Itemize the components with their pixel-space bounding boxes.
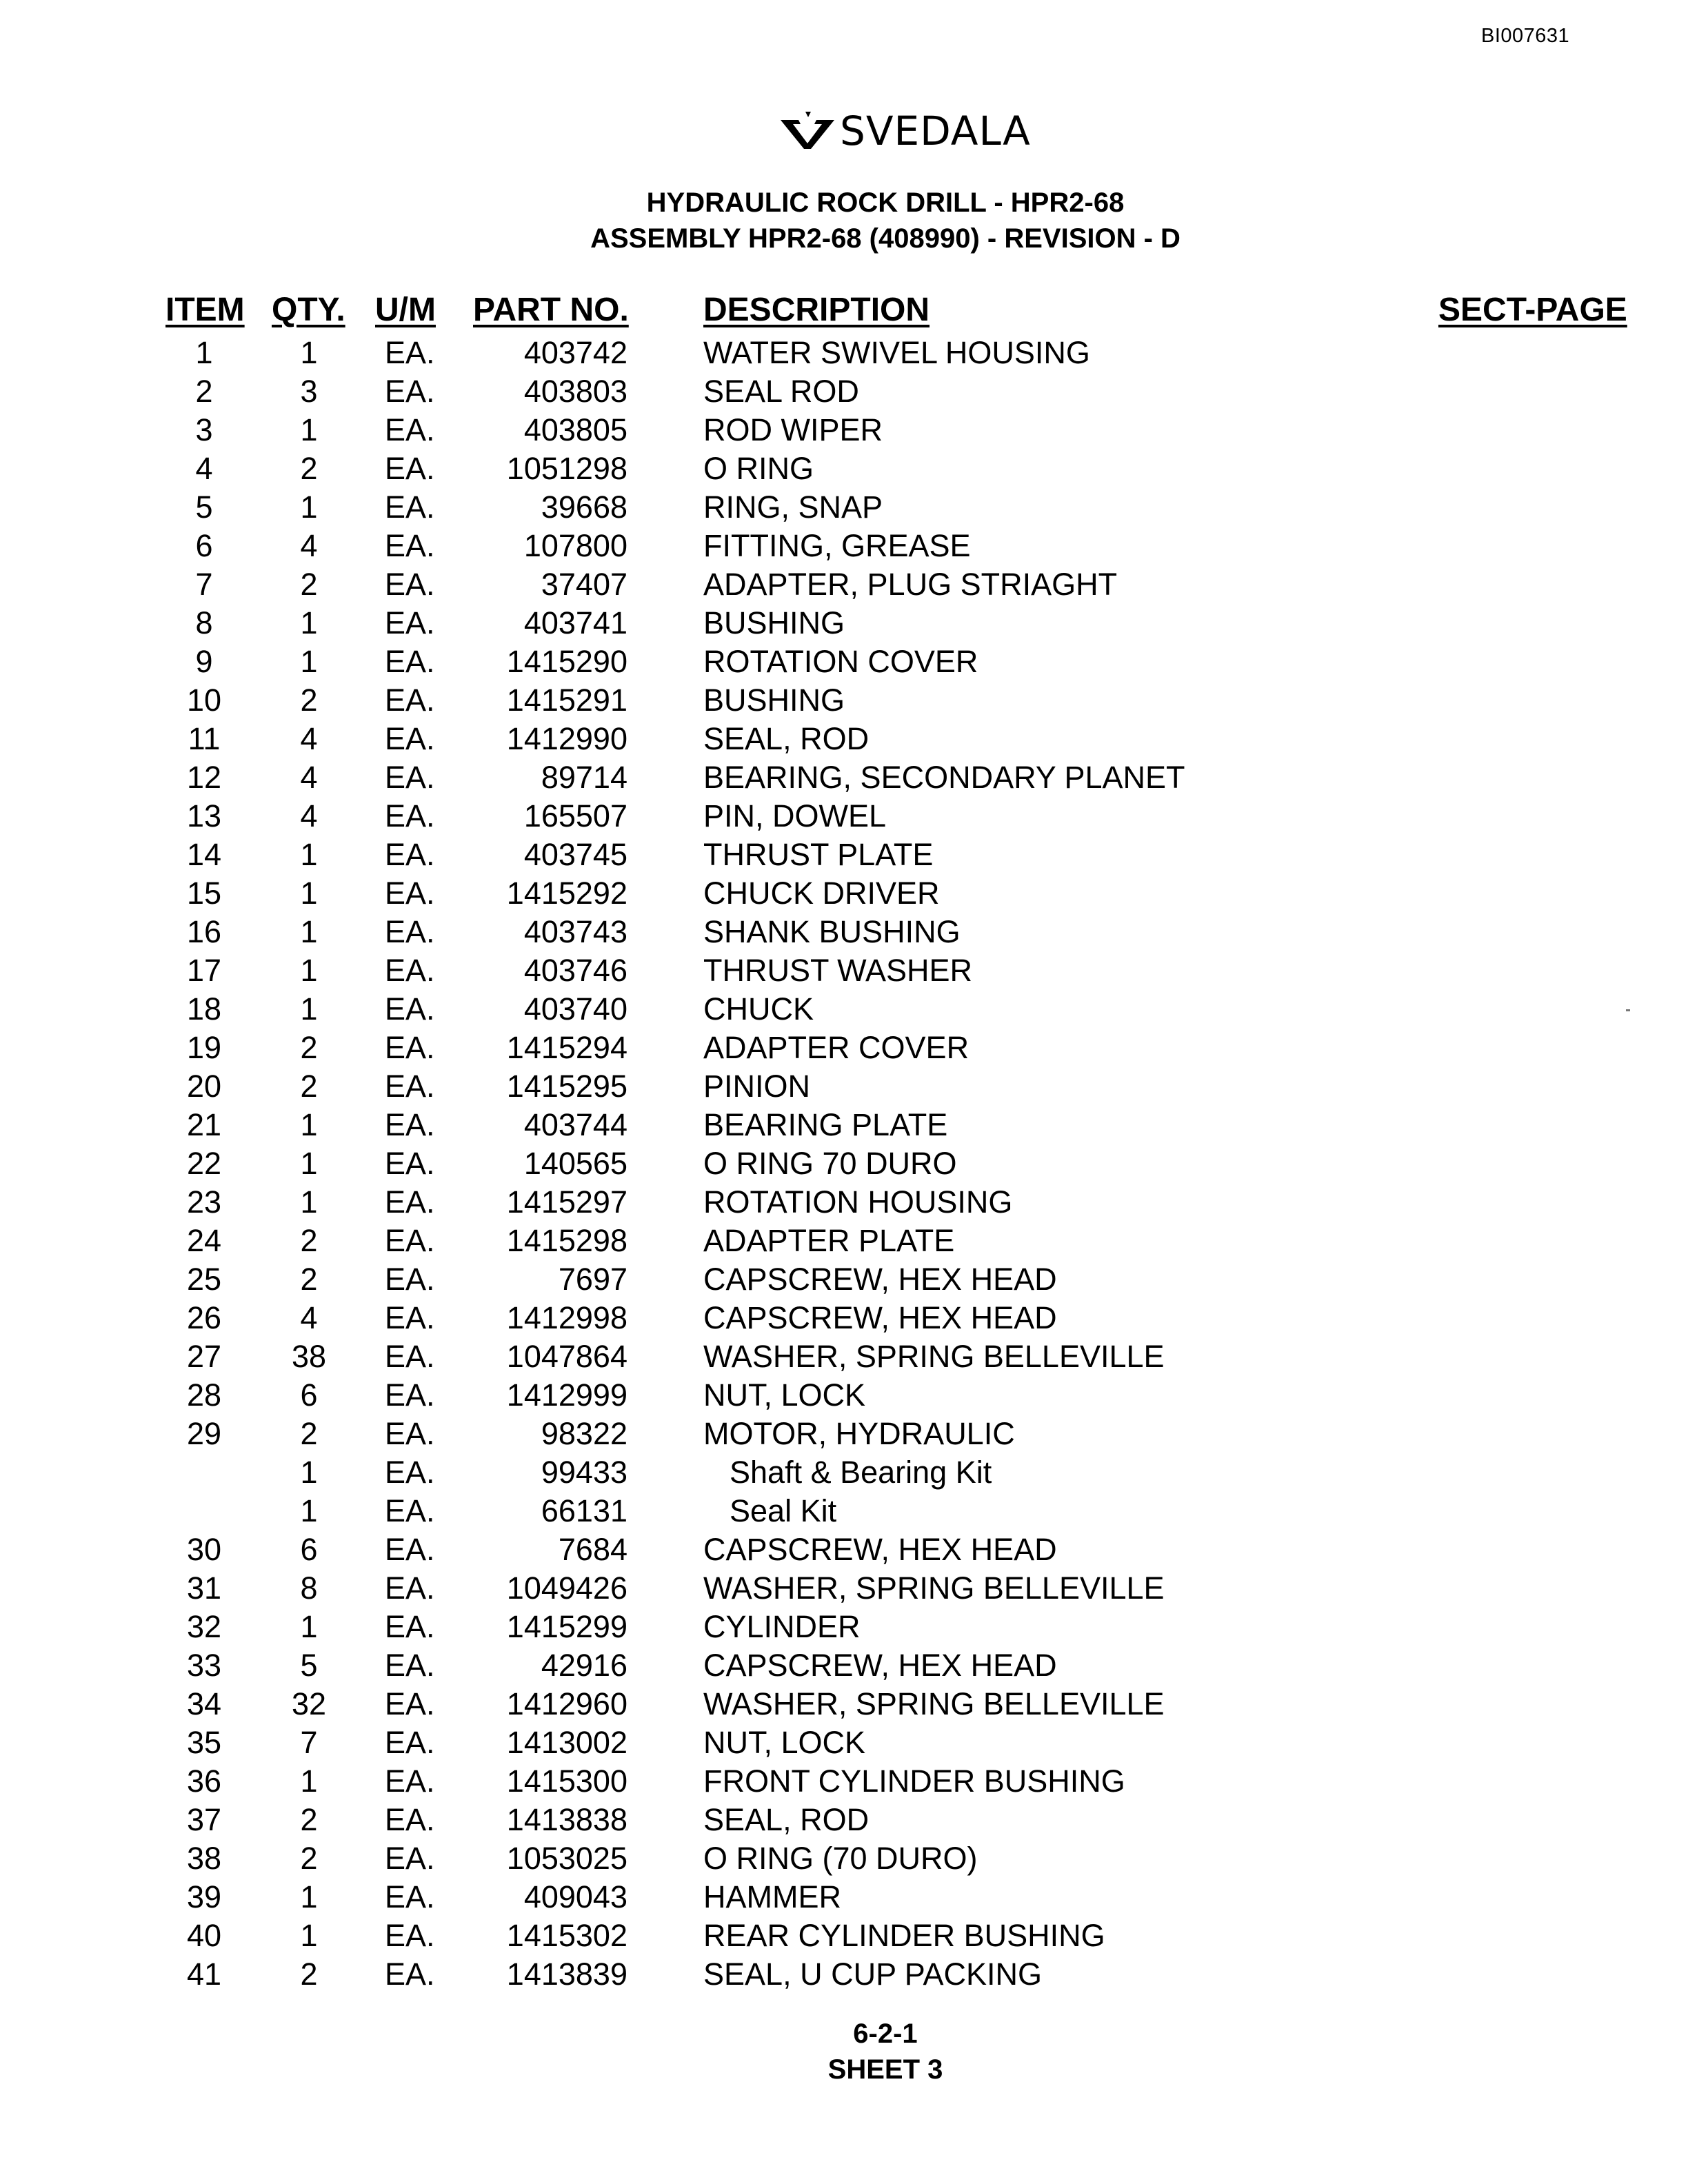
part-number: 403803 bbox=[523, 374, 627, 409]
part-number: 1415291 bbox=[506, 682, 627, 718]
unit-of-measure: EA. bbox=[385, 412, 435, 447]
part-number: 1412998 bbox=[506, 1300, 627, 1335]
brand-logo bbox=[778, 103, 1031, 159]
part-number: 7684 bbox=[558, 1532, 627, 1567]
part-number: 42916 bbox=[541, 1648, 627, 1683]
description: CHUCK DRIVER bbox=[703, 876, 940, 911]
page-reference: 6-2-1 bbox=[853, 2019, 918, 2049]
table-row bbox=[0, 1260, 1688, 1299]
quantity: 2 bbox=[300, 1802, 318, 1837]
quantity: 38 bbox=[291, 1339, 327, 1374]
column-header-part-no: PART NO. bbox=[473, 292, 629, 328]
table-row bbox=[0, 527, 1688, 565]
item-number: 40 bbox=[186, 1918, 222, 1953]
table-row bbox=[0, 334, 1688, 372]
part-number: 98322 bbox=[541, 1416, 627, 1451]
table-row bbox=[0, 836, 1688, 874]
part-number: 1413838 bbox=[506, 1802, 627, 1837]
item-number: 32 bbox=[186, 1609, 222, 1644]
part-number: 403744 bbox=[523, 1107, 627, 1142]
part-number: 1415294 bbox=[506, 1030, 627, 1065]
unit-of-measure: EA. bbox=[385, 374, 435, 409]
table-row bbox=[0, 1492, 1688, 1530]
column-header-um: U/M bbox=[375, 292, 436, 328]
quantity: 1 bbox=[300, 1918, 318, 1953]
table-row bbox=[0, 758, 1688, 797]
part-number: 1413839 bbox=[506, 1957, 627, 1992]
table-row bbox=[0, 1183, 1688, 1222]
quantity: 7 bbox=[300, 1725, 318, 1760]
quantity: 1 bbox=[300, 914, 318, 949]
item-number: 1 bbox=[195, 335, 213, 370]
table-row bbox=[0, 1878, 1688, 1917]
part-number: 1413002 bbox=[506, 1725, 627, 1760]
unit-of-measure: EA. bbox=[385, 1686, 435, 1721]
quantity: 2 bbox=[300, 1069, 318, 1104]
unit-of-measure: EA. bbox=[385, 1416, 435, 1451]
table-row bbox=[0, 1685, 1688, 1723]
item-number: 27 bbox=[186, 1339, 222, 1374]
unit-of-measure: EA. bbox=[385, 1300, 435, 1335]
item-number: 13 bbox=[186, 798, 222, 833]
part-number: 403805 bbox=[523, 412, 627, 447]
item-number: 30 bbox=[186, 1532, 222, 1567]
quantity: 8 bbox=[300, 1570, 318, 1606]
description: ADAPTER, PLUG STRIAGHT bbox=[703, 567, 1118, 602]
quantity: 1 bbox=[300, 644, 318, 679]
unit-of-measure: EA. bbox=[385, 1918, 435, 1953]
part-number: 403740 bbox=[523, 991, 627, 1027]
table-row bbox=[0, 874, 1688, 913]
unit-of-measure: EA. bbox=[385, 335, 435, 370]
quantity: 1 bbox=[300, 1184, 318, 1220]
quantity: 1 bbox=[300, 991, 318, 1027]
description: THRUST WASHER bbox=[703, 953, 973, 988]
part-number: 1415290 bbox=[506, 644, 627, 679]
table-row bbox=[0, 1917, 1688, 1955]
table-row bbox=[0, 1144, 1688, 1183]
item-number: 38 bbox=[186, 1841, 222, 1876]
unit-of-measure: EA. bbox=[385, 876, 435, 911]
quantity: 1 bbox=[300, 1879, 318, 1914]
quantity: 1 bbox=[300, 605, 318, 640]
description: CYLINDER bbox=[703, 1609, 861, 1644]
item-number: 10 bbox=[186, 682, 222, 718]
description: BUSHING bbox=[703, 605, 845, 640]
item-number: 23 bbox=[186, 1184, 222, 1220]
item-number: 8 bbox=[195, 605, 213, 640]
unit-of-measure: EA. bbox=[385, 914, 435, 949]
table-row bbox=[0, 913, 1688, 951]
unit-of-measure: EA. bbox=[385, 991, 435, 1027]
item-number: 39 bbox=[186, 1879, 222, 1914]
description: NUT, LOCK bbox=[703, 1377, 866, 1413]
unit-of-measure: EA. bbox=[385, 1957, 435, 1992]
item-number: 41 bbox=[186, 1957, 222, 1992]
column-header-qty: QTY. bbox=[272, 292, 345, 328]
table-row bbox=[0, 1453, 1688, 1492]
document-title: HYDRAULIC ROCK DRILL - HPR2-68 bbox=[646, 188, 1125, 218]
table-row bbox=[0, 1530, 1688, 1569]
part-number: 403745 bbox=[523, 837, 627, 872]
table-row bbox=[0, 1723, 1688, 1762]
table-row bbox=[0, 1608, 1688, 1646]
description: Shaft & Bearing Kit bbox=[730, 1455, 992, 1490]
column-header-item: ITEM bbox=[165, 292, 245, 328]
quantity: 1 bbox=[300, 335, 318, 370]
quantity: 1 bbox=[300, 412, 318, 447]
unit-of-measure: EA. bbox=[385, 1069, 435, 1104]
description: BUSHING bbox=[703, 682, 845, 718]
description: CAPSCREW, HEX HEAD bbox=[703, 1532, 1057, 1567]
description: THRUST PLATE bbox=[703, 837, 934, 872]
column-header-description: DESCRIPTION bbox=[703, 292, 930, 328]
quantity: 2 bbox=[300, 451, 318, 486]
unit-of-measure: EA. bbox=[385, 1609, 435, 1644]
description: PINION bbox=[703, 1069, 811, 1104]
item-number: 28 bbox=[186, 1377, 222, 1413]
part-number: 99433 bbox=[541, 1455, 627, 1490]
unit-of-measure: EA. bbox=[385, 1339, 435, 1374]
description: WASHER, SPRING BELLEVILLE bbox=[703, 1339, 1165, 1374]
column-header-sect-page: SECT-PAGE bbox=[1438, 292, 1627, 328]
quantity: 3 bbox=[300, 374, 318, 409]
brand-name: SVEDALA bbox=[840, 108, 1031, 154]
description: CAPSCREW, HEX HEAD bbox=[703, 1648, 1057, 1683]
table-row bbox=[0, 1646, 1688, 1685]
unit-of-measure: EA. bbox=[385, 798, 435, 833]
unit-of-measure: EA. bbox=[385, 1107, 435, 1142]
quantity: 2 bbox=[300, 1223, 318, 1258]
quantity: 1 bbox=[300, 876, 318, 911]
description: FITTING, GREASE bbox=[703, 528, 971, 563]
part-number: 1412999 bbox=[506, 1377, 627, 1413]
item-number: 9 bbox=[195, 644, 213, 679]
table-row bbox=[0, 1955, 1688, 1994]
description: ROTATION COVER bbox=[703, 644, 978, 679]
item-number: 24 bbox=[186, 1223, 222, 1258]
item-number: 2 bbox=[195, 374, 213, 409]
part-number: 140565 bbox=[523, 1146, 627, 1181]
unit-of-measure: EA. bbox=[385, 1493, 435, 1528]
item-number: 21 bbox=[186, 1107, 222, 1142]
description: BEARING, SECONDARY PLANET bbox=[703, 760, 1185, 795]
unit-of-measure: EA. bbox=[385, 1455, 435, 1490]
table-row bbox=[0, 1762, 1688, 1801]
quantity: 1 bbox=[300, 1455, 318, 1490]
quantity: 1 bbox=[300, 1763, 318, 1799]
description: SEAL, ROD bbox=[703, 721, 870, 756]
description: SEAL ROD bbox=[703, 374, 859, 409]
quantity: 4 bbox=[300, 528, 318, 563]
description: HAMMER bbox=[703, 1879, 841, 1914]
item-number: 20 bbox=[186, 1069, 222, 1104]
description: WATER SWIVEL HOUSING bbox=[703, 335, 1090, 370]
description: ADAPTER PLATE bbox=[703, 1223, 955, 1258]
description: SEAL, ROD bbox=[703, 1802, 870, 1837]
quantity: 4 bbox=[300, 798, 318, 833]
description: CAPSCREW, HEX HEAD bbox=[703, 1262, 1057, 1297]
item-number: 6 bbox=[195, 528, 213, 563]
document-id: BI007631 bbox=[1481, 25, 1570, 47]
quantity: 2 bbox=[300, 682, 318, 718]
part-number: 1415298 bbox=[506, 1223, 627, 1258]
item-number: 12 bbox=[186, 760, 222, 795]
item-number: 5 bbox=[195, 489, 213, 525]
table-row bbox=[0, 372, 1688, 411]
part-number: 1415292 bbox=[506, 876, 627, 911]
unit-of-measure: EA. bbox=[385, 605, 435, 640]
description: Seal Kit bbox=[730, 1493, 837, 1528]
item-number: 31 bbox=[186, 1570, 222, 1606]
unit-of-measure: EA. bbox=[385, 682, 435, 718]
part-number: 409043 bbox=[523, 1879, 627, 1914]
part-number: 66131 bbox=[541, 1493, 627, 1528]
quantity: 1 bbox=[300, 953, 318, 988]
item-number: 18 bbox=[186, 991, 222, 1027]
part-number: 7697 bbox=[558, 1262, 627, 1297]
unit-of-measure: EA. bbox=[385, 1030, 435, 1065]
item-number: 29 bbox=[186, 1416, 222, 1451]
table-row bbox=[0, 797, 1688, 836]
item-number: 34 bbox=[186, 1686, 222, 1721]
document-subtitle: ASSEMBLY HPR2-68 (408990) - REVISION - D bbox=[590, 223, 1180, 254]
unit-of-measure: EA. bbox=[385, 953, 435, 988]
part-number: 165507 bbox=[523, 798, 627, 833]
quantity: 2 bbox=[300, 1030, 318, 1065]
description: ROTATION HOUSING bbox=[703, 1184, 1013, 1220]
part-number: 39668 bbox=[541, 489, 627, 525]
part-number: 403743 bbox=[523, 914, 627, 949]
unit-of-measure: EA. bbox=[385, 567, 435, 602]
quantity: 2 bbox=[300, 1841, 318, 1876]
table-row bbox=[0, 1067, 1688, 1106]
table-row bbox=[0, 449, 1688, 488]
unit-of-measure: EA. bbox=[385, 489, 435, 525]
unit-of-measure: EA. bbox=[385, 1223, 435, 1258]
description: WASHER, SPRING BELLEVILLE bbox=[703, 1686, 1165, 1721]
description: ADAPTER COVER bbox=[703, 1030, 969, 1065]
quantity: 5 bbox=[300, 1648, 318, 1683]
unit-of-measure: EA. bbox=[385, 837, 435, 872]
scan-speck bbox=[1626, 1009, 1630, 1011]
item-number: 19 bbox=[186, 1030, 222, 1065]
unit-of-measure: EA. bbox=[385, 1532, 435, 1567]
unit-of-measure: EA. bbox=[385, 760, 435, 795]
quantity: 2 bbox=[300, 1957, 318, 1992]
unit-of-measure: EA. bbox=[385, 1841, 435, 1876]
part-number: 1047864 bbox=[506, 1339, 627, 1374]
item-number: 22 bbox=[186, 1146, 222, 1181]
table-row bbox=[0, 681, 1688, 720]
description: CHUCK bbox=[703, 991, 814, 1027]
part-number: 1415295 bbox=[506, 1069, 627, 1104]
table-row bbox=[0, 488, 1688, 527]
quantity: 2 bbox=[300, 567, 318, 602]
unit-of-measure: EA. bbox=[385, 1570, 435, 1606]
item-number: 36 bbox=[186, 1763, 222, 1799]
description: NUT, LOCK bbox=[703, 1725, 866, 1760]
quantity: 4 bbox=[300, 1300, 318, 1335]
unit-of-measure: EA. bbox=[385, 1725, 435, 1760]
svedala-logo-icon bbox=[778, 110, 837, 152]
table-row bbox=[0, 1839, 1688, 1878]
item-number: 14 bbox=[186, 837, 222, 872]
part-number: 1412960 bbox=[506, 1686, 627, 1721]
quantity: 1 bbox=[300, 1146, 318, 1181]
part-number: 403742 bbox=[523, 335, 627, 370]
description: O RING 70 DURO bbox=[703, 1146, 957, 1181]
table-row bbox=[0, 643, 1688, 681]
table-row bbox=[0, 1376, 1688, 1415]
part-number: 1415299 bbox=[506, 1609, 627, 1644]
item-number: 33 bbox=[186, 1648, 222, 1683]
unit-of-measure: EA. bbox=[385, 1377, 435, 1413]
table-row bbox=[0, 1299, 1688, 1337]
description: O RING bbox=[703, 451, 814, 486]
table-row bbox=[0, 1337, 1688, 1376]
description: ROD WIPER bbox=[703, 412, 883, 447]
description: FRONT CYLINDER BUSHING bbox=[703, 1763, 1125, 1799]
unit-of-measure: EA. bbox=[385, 1802, 435, 1837]
quantity: 1 bbox=[300, 837, 318, 872]
unit-of-measure: EA. bbox=[385, 644, 435, 679]
item-number: 11 bbox=[188, 721, 221, 756]
table-row bbox=[0, 565, 1688, 604]
item-number: 26 bbox=[186, 1300, 222, 1335]
part-number: 37407 bbox=[541, 567, 627, 602]
unit-of-measure: EA. bbox=[385, 1648, 435, 1683]
item-number: 15 bbox=[186, 876, 222, 911]
table-row bbox=[0, 411, 1688, 449]
table-row bbox=[0, 990, 1688, 1029]
table-row bbox=[0, 604, 1688, 643]
quantity: 1 bbox=[300, 1107, 318, 1142]
part-number: 1051298 bbox=[506, 451, 627, 486]
description: WASHER, SPRING BELLEVILLE bbox=[703, 1570, 1165, 1606]
part-number: 1053025 bbox=[506, 1841, 627, 1876]
item-number: 7 bbox=[195, 567, 213, 602]
quantity: 4 bbox=[300, 721, 318, 756]
description: CAPSCREW, HEX HEAD bbox=[703, 1300, 1057, 1335]
part-number: 403746 bbox=[523, 953, 627, 988]
quantity: 4 bbox=[300, 760, 318, 795]
item-number: 35 bbox=[186, 1725, 222, 1760]
description: SHANK BUSHING bbox=[703, 914, 961, 949]
unit-of-measure: EA. bbox=[385, 1879, 435, 1914]
part-number: 1415297 bbox=[506, 1184, 627, 1220]
description: PIN, DOWEL bbox=[703, 798, 887, 833]
unit-of-measure: EA. bbox=[385, 1146, 435, 1181]
quantity: 1 bbox=[300, 489, 318, 525]
item-number: 3 bbox=[195, 412, 213, 447]
table-row bbox=[0, 1801, 1688, 1839]
part-number: 107800 bbox=[523, 528, 627, 563]
quantity: 1 bbox=[300, 1493, 318, 1528]
table-row bbox=[0, 1415, 1688, 1453]
quantity: 6 bbox=[300, 1377, 318, 1413]
description: BEARING PLATE bbox=[703, 1107, 948, 1142]
part-number: 1415302 bbox=[506, 1918, 627, 1953]
unit-of-measure: EA. bbox=[385, 1763, 435, 1799]
item-number: 4 bbox=[195, 451, 213, 486]
item-number: 25 bbox=[186, 1262, 222, 1297]
description: O RING (70 DURO) bbox=[703, 1841, 978, 1876]
unit-of-measure: EA. bbox=[385, 721, 435, 756]
part-number: 89714 bbox=[541, 760, 627, 795]
item-number: 16 bbox=[186, 914, 222, 949]
unit-of-measure: EA. bbox=[385, 1184, 435, 1220]
quantity: 2 bbox=[300, 1416, 318, 1451]
sheet-number: SHEET 3 bbox=[827, 2054, 943, 2085]
quantity: 6 bbox=[300, 1532, 318, 1567]
table-row bbox=[0, 1569, 1688, 1608]
parts-table bbox=[0, 334, 1688, 1994]
table-row bbox=[0, 1222, 1688, 1260]
quantity: 1 bbox=[300, 1609, 318, 1644]
part-number: 1049426 bbox=[506, 1570, 627, 1606]
table-row bbox=[0, 951, 1688, 990]
quantity: 2 bbox=[300, 1262, 318, 1297]
table-row bbox=[0, 1029, 1688, 1067]
unit-of-measure: EA. bbox=[385, 1262, 435, 1297]
item-number: 37 bbox=[186, 1802, 222, 1837]
description: SEAL, U CUP PACKING bbox=[703, 1957, 1042, 1992]
unit-of-measure: EA. bbox=[385, 451, 435, 486]
item-number: 17 bbox=[186, 953, 222, 988]
part-number: 1415300 bbox=[506, 1763, 627, 1799]
quantity: 32 bbox=[291, 1686, 327, 1721]
description: RING, SNAP bbox=[703, 489, 883, 525]
part-number: 403741 bbox=[523, 605, 627, 640]
description: REAR CYLINDER BUSHING bbox=[703, 1918, 1105, 1953]
table-row bbox=[0, 1106, 1688, 1144]
unit-of-measure: EA. bbox=[385, 528, 435, 563]
table-row bbox=[0, 720, 1688, 758]
part-number: 1412990 bbox=[506, 721, 627, 756]
description: MOTOR, HYDRAULIC bbox=[703, 1416, 1015, 1451]
